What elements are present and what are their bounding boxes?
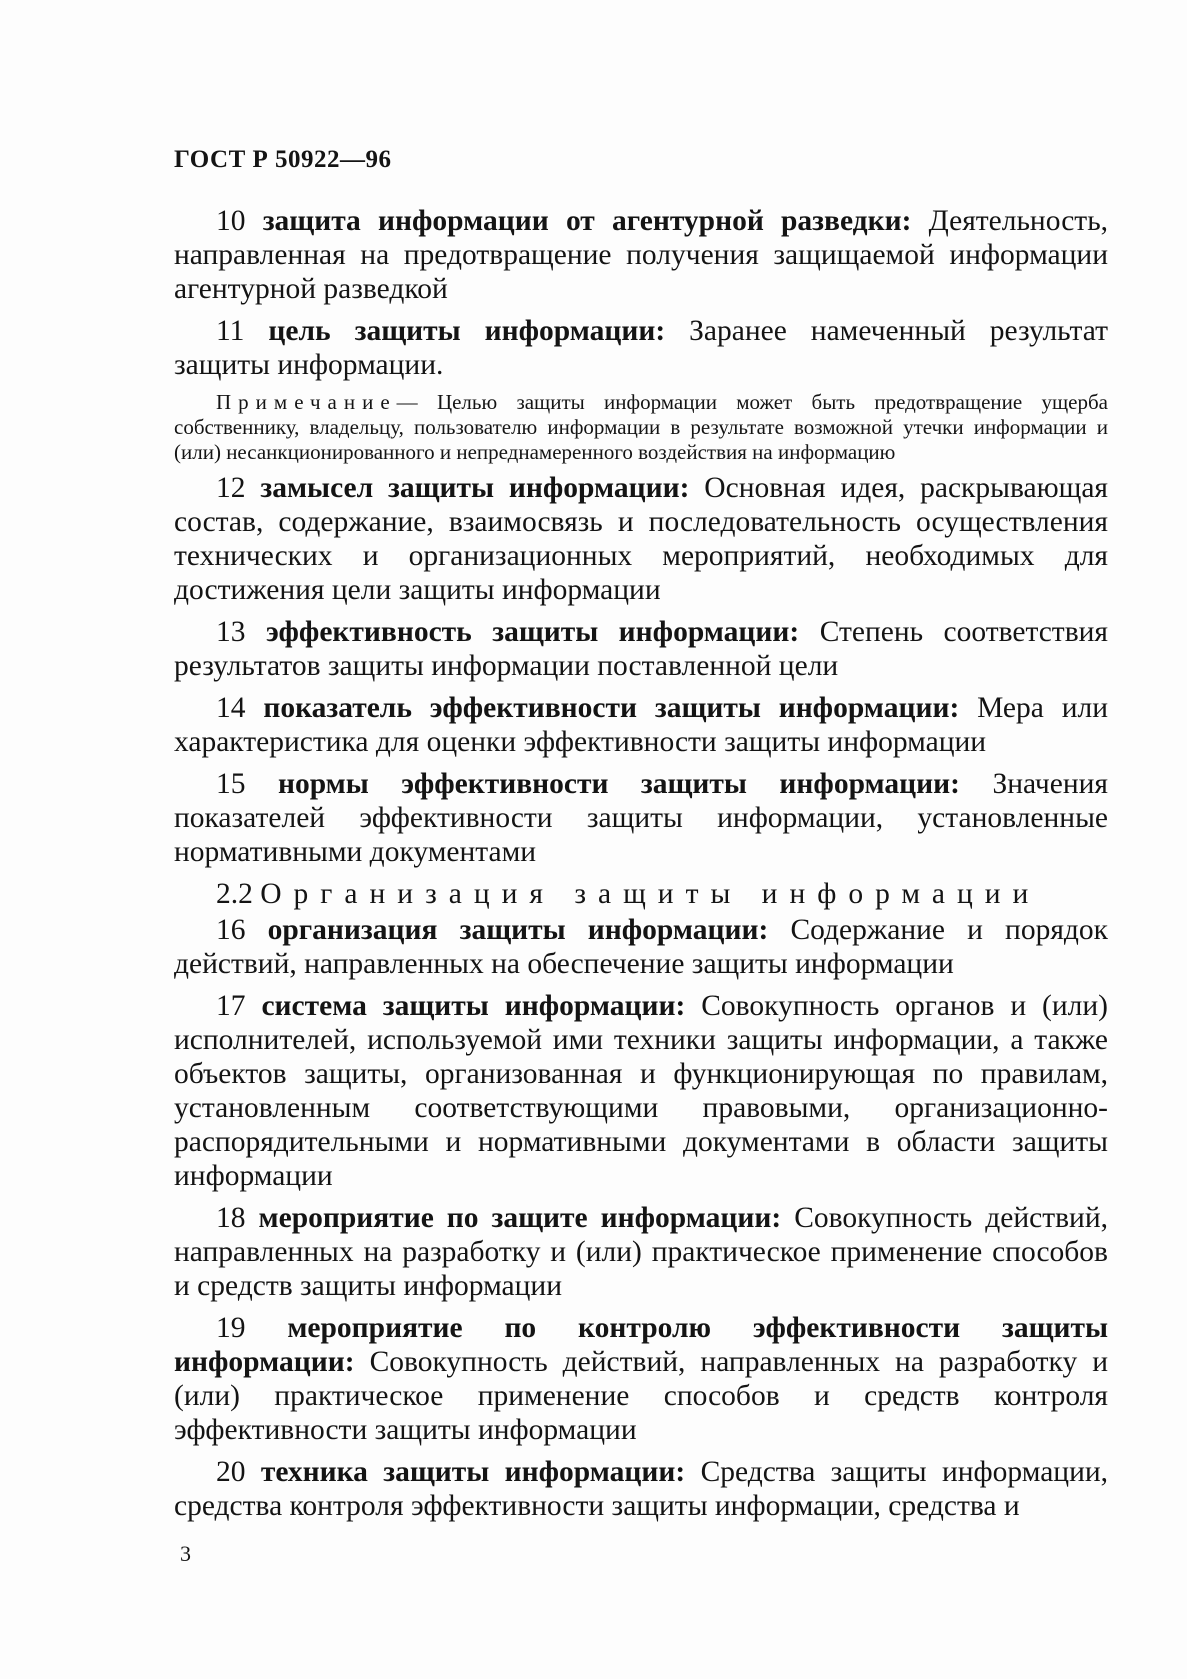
entry-term: цель защиты информации:	[268, 315, 666, 347]
entry-definition: Степень соответствия результатов защиты информации поставленной цели	[174, 616, 1108, 682]
page-number: 3	[180, 1541, 191, 1566]
note-label: Примечание	[216, 390, 397, 414]
definition-entry	[174, 989, 1108, 1193]
entry-number: 18	[216, 1202, 246, 1234]
definition-entry	[174, 314, 1108, 382]
section-title: Организация защиты информации	[260, 878, 1041, 910]
document-body	[174, 204, 1108, 1531]
entry-definition: Значения показателей эффективности защиты информации, установленные нормативными документами	[174, 768, 1108, 868]
definition-entry	[174, 1201, 1108, 1303]
entry-term: организация защиты информации:	[267, 914, 769, 946]
definition-entry	[174, 913, 1108, 981]
entry-term: защита информации от агентурной разведки:	[262, 205, 912, 237]
definition-entry	[174, 1311, 1108, 1447]
entry-definition: Содержание и порядок действий, направленных на обеспечение защиты информации	[174, 914, 1108, 980]
entry-definition: Мера или характеристика для оценки эффективности защиты информации	[174, 692, 1108, 758]
entry-number: 19	[216, 1312, 246, 1344]
definition-entry	[174, 691, 1108, 759]
entry-definition: Деятельность, направленная на предотвращение получения защищаемой информации агентурной разведкой	[174, 205, 1109, 305]
entry-term: система защиты информации:	[261, 990, 686, 1022]
entry-number: 16	[216, 914, 246, 946]
entry-definition: Совокупность действий, направленных на разработку и (или) практическое применение способов и средств контроля эффективности защиты информации	[174, 1346, 1108, 1446]
section-number: 2.2	[216, 878, 253, 910]
entry-term: эффективность защиты информации:	[265, 616, 800, 648]
entry-term: мероприятие по контролю эффективности защиты информации:	[174, 1312, 1108, 1378]
entry-term: нормы эффективности защиты информации:	[277, 768, 960, 800]
entry-number: 20	[216, 1456, 246, 1488]
entry-number: 12	[216, 472, 246, 504]
entry-term: мероприятие по защите информации:	[258, 1202, 782, 1234]
entry-number: 14	[216, 692, 246, 724]
entry-number: 13	[216, 616, 246, 648]
entry-term: техника защиты информации:	[260, 1456, 686, 1488]
entry-definition: Основная идея, раскрывающая состав, содержание, взаимосвязь и последовательность осуществления технических и организационных мероприятий, необходимых для достижения цели защиты информации	[174, 472, 1109, 606]
entry-number: 11	[216, 315, 245, 347]
entry-term: показатель эффективности защиты информации:	[263, 692, 960, 724]
entry-number: 15	[216, 768, 246, 800]
entry-definition: Заранее намеченный результат защиты информации.	[174, 315, 1108, 381]
document-header: ГОСТ Р 50922—96	[174, 146, 392, 173]
section-heading	[174, 877, 1108, 911]
note-paragraph	[174, 390, 1108, 465]
definition-entry	[174, 471, 1108, 607]
entry-definition: Совокупность действий, направленных на разработку и (или) практическое применение способов и средств защиты информации	[174, 1202, 1109, 1302]
entry-number: 10	[216, 205, 246, 237]
definition-entry	[174, 1455, 1108, 1523]
entry-number: 17	[216, 990, 246, 1022]
definition-entry	[174, 204, 1108, 306]
definition-entry	[174, 615, 1108, 683]
entry-definition: Совокупность органов и (или) исполнителей, используемой ими техники защиты информации, а также объектов защиты, организованная и функционирующая по правилам, установленным соответствующими правовыми, организационно-распорядительными и нормативными документами в области защиты информации	[174, 990, 1108, 1192]
note-text: — Целью защиты информации может быть предотвращение ущерба собственнику, владельцу, пользователю информации в результате возможной утечки информации и (или) несанкционированного и непреднамеренного воздействия на информацию	[174, 390, 1108, 464]
definition-entry	[174, 767, 1108, 869]
entry-definition: Средства защиты информации, средства контроля эффективности защиты информации, средства и	[174, 1456, 1109, 1522]
entry-term: замысел защиты информации:	[260, 472, 690, 504]
